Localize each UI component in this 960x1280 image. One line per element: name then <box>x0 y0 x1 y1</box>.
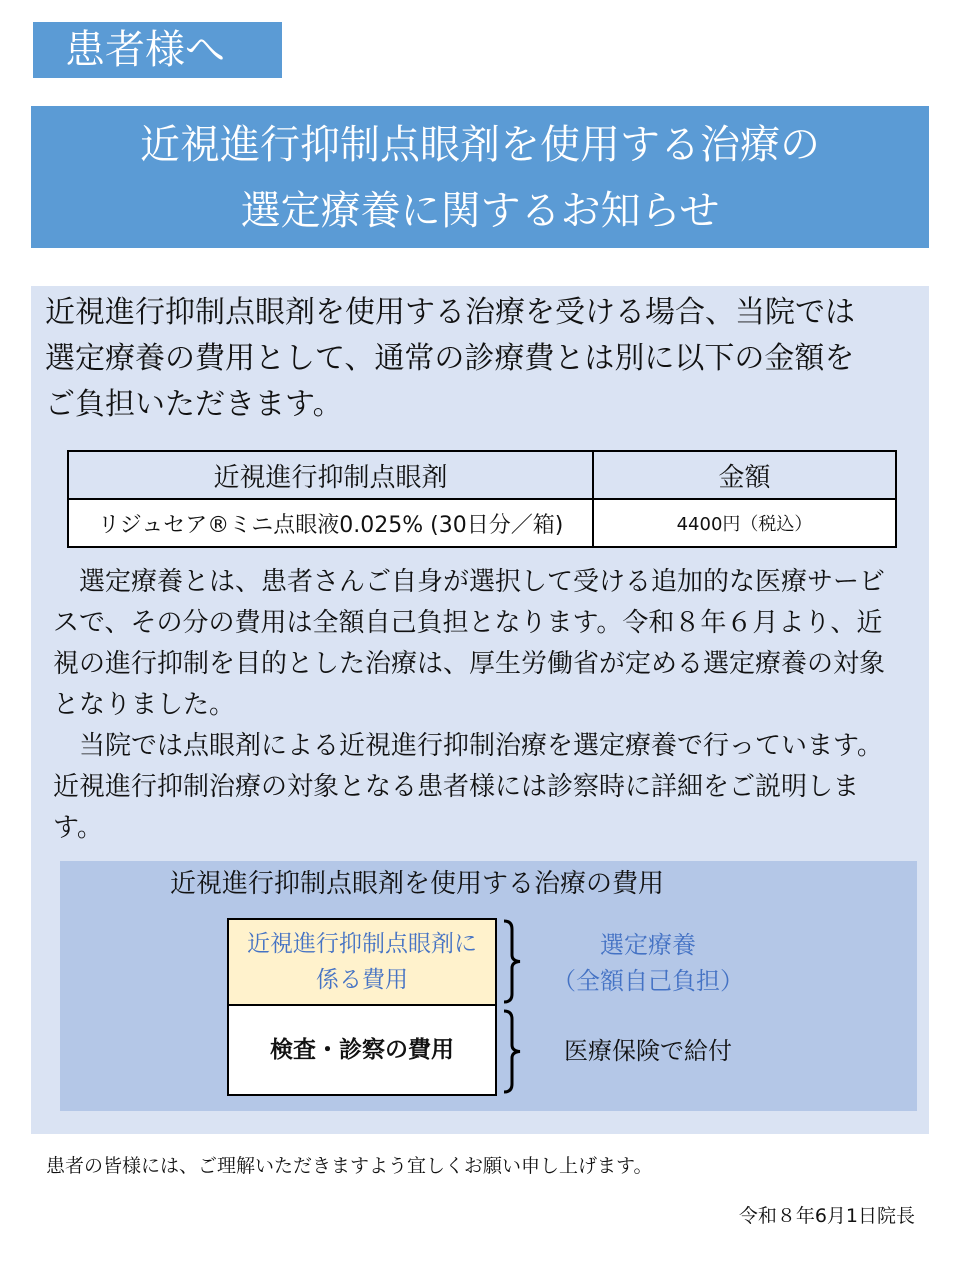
selective-cost-box <box>227 918 497 1006</box>
signature: 令和８年6月1日院長 <box>738 1205 915 1227</box>
title-line-1: 近視進行抑制点眼剤を使用する治療の <box>140 122 820 168</box>
intro-paragraph <box>45 290 915 428</box>
selective-cost-line-1: 近視進行抑制点眼剤に <box>247 931 477 957</box>
cost-diagram-title: 近視進行抑制点眼剤を使用する治療の費用 <box>170 869 665 899</box>
explanation-line-1: 選定療養とは、患者さんご自身が選択して受ける追加的な医療サービ <box>79 567 886 597</box>
fee-price-cell: 4400円（税込） <box>593 499 896 547</box>
fee-table-header-row <box>68 451 896 499</box>
explanation-line-5: 当院では点眼剤による近視進行抑制治療を選定療養で行っています。 <box>79 731 883 761</box>
explanation-line-6: 近視進行抑制治療の対象となる患者様には診察時に詳細をご説明しま <box>53 772 860 802</box>
selective-cost-line-2: 係る費用 <box>316 967 408 993</box>
explanation-line-3: 視の進行抑制を目的とした治療は、厚生労働省が定める選定療養の対象 <box>53 649 886 679</box>
intro-line-3: ご負担いただきます。 <box>45 387 343 422</box>
selective-label-line-2: （全額自己負担） <box>552 967 744 995</box>
fee-table <box>67 450 897 548</box>
intro-line-1: 近視進行抑制点眼剤を使用する治療を受ける場合、当院では <box>45 295 855 330</box>
insured-label: 医療保険で給付 <box>564 1037 732 1065</box>
selective-label-line-1: 選定療養 <box>600 931 696 959</box>
audience-tag: 患者様へ <box>33 22 282 78</box>
explanation-paragraph <box>53 562 923 849</box>
selective-label <box>538 927 758 999</box>
brace-right-icon <box>502 919 522 1004</box>
title-line-2: 選定療養に関するお知らせ <box>240 188 720 234</box>
explanation-line-4: となりました。 <box>53 690 236 720</box>
content-panel <box>31 286 929 1134</box>
explanation-line-2: スで、その分の費用は全額自己負担となります。令和８年６月より、近 <box>53 608 883 638</box>
explanation-line-7: す。 <box>53 813 103 843</box>
insured-cost-box: 検査・診察の費用 <box>227 1006 497 1096</box>
fee-item-cell: リジュセア®ミニ点眼液0.025% (30日分／箱) <box>68 499 593 547</box>
fee-table-header-price: 金額 <box>593 451 896 499</box>
table-row <box>68 499 896 547</box>
closing-message: 患者の皆様には、ご理解いただきますよう宜しくお願い申し上げます。 <box>46 1155 653 1177</box>
brace-right-icon <box>502 1009 522 1094</box>
intro-line-2: 選定療養の費用として、通常の診療費とは別に以下の金額を <box>45 341 855 376</box>
title-banner <box>31 106 929 248</box>
cost-diagram <box>60 861 917 1111</box>
fee-table-header-item: 近視進行抑制点眼剤 <box>68 451 593 499</box>
